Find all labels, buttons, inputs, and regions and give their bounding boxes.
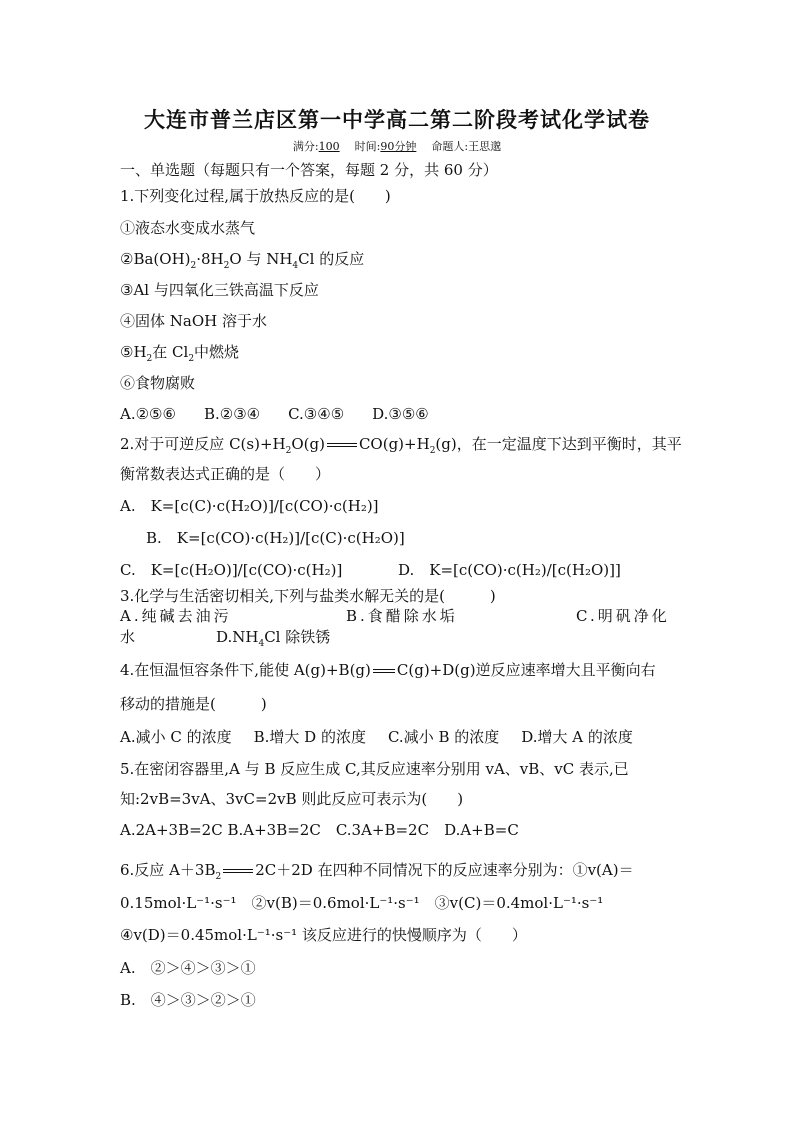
q1-item-6: ⑥食物腐败	[120, 374, 196, 392]
q3-option-c: C.明矾净化	[576, 607, 670, 625]
q6-option-b: B. ④＞③＞②＞①	[120, 991, 256, 1009]
q3-option-b: B.食醋除水垢	[346, 607, 458, 625]
q4-stem-cont: 移动的措施是( )	[120, 695, 267, 713]
q6-rates-line: 0.15mol·L⁻¹·s⁻¹ ②v(B)＝0.6mol·L⁻¹·s⁻¹ ③v(C)＝0.4mol·L⁻¹·s⁻¹	[120, 894, 604, 912]
q1-option-a: A.②⑤⑥	[120, 405, 176, 423]
page-title: 大连市普兰店区第一中学高二第二阶段考试化学试卷	[144, 107, 650, 132]
time-value: 90分钟	[380, 140, 417, 153]
q1-item-4: ④固体 NaOH 溶于水	[120, 312, 267, 330]
q4-option-d: D.增大 A 的浓度	[521, 728, 633, 746]
equilibrium-arrow-icon	[373, 666, 395, 676]
q2-option-d: D. K=[c(CO)·c(H₂)/[c(H₂O)]]	[398, 561, 621, 579]
q2-stem: 2.对于可逆反应 $C(s)+H_2O(g)$ $CO(g)+H_2(g)$，在一定温度下达到平衡时，其平	[120, 435, 682, 456]
q1-item-3: ③Al 与四氧化三铁高温下反应	[120, 281, 319, 299]
time-label: 时间:	[354, 140, 381, 153]
q5-stem-cont: 知:2vB=3vA、3vC=2vB 则此反应可表示为( )	[120, 790, 464, 808]
q1-option-c: C.③④⑤	[288, 405, 345, 423]
q5-stem: 5.在密闭容器里,A 与 B 反应生成 C,其反应速率分别用 vA、vB、vC 表示,已	[120, 760, 629, 778]
q3-option-c-cont: 水	[120, 628, 136, 646]
q3-stem: 3.化学与生活密切相关,下列与盐类水解无关的是( )	[120, 587, 496, 605]
q6-stem: 6.反应 $A+3B_2$ 2C＋2D 在四种不同情况下的反应速率分别为：①v(A)＝	[120, 861, 634, 882]
q3-option-d: $D.NH_4Cl$ 除铁锈	[216, 628, 331, 649]
author-value: 王思邈	[468, 140, 502, 153]
q3-option-a: A.纯碱去油污	[120, 607, 232, 625]
equilibrium-arrow-icon	[223, 866, 253, 876]
q1-item-2: $②Ba(OH)_2\cdot 8H_2O$ 与 $NH_4Cl$ 的反应	[120, 250, 365, 271]
section-title: 一、单选题（每题只有一个答案，每题 2 分，共 60 分）	[120, 161, 498, 179]
q1-option-b: B.②③④	[203, 405, 261, 423]
q4-options	[120, 727, 633, 747]
q4-option-c: C.减小 B 的浓度	[387, 728, 500, 746]
q2-stem-cont: 衡常数表达式正确的是（ ）	[120, 465, 331, 483]
q6-stem-cont: ④v(D)＝0.45mol·L⁻¹·s⁻¹ 该反应进行的快慢顺序为（ ）	[120, 926, 527, 944]
q2-option-a: A. K=[c(C)·c(H₂O)]/[c(CO)·c(H₂)]	[120, 497, 379, 515]
score-value: 100	[318, 140, 340, 153]
q4-option-a: A.减小 C 的浓度	[120, 728, 232, 746]
equilibrium-arrow-icon	[327, 440, 357, 450]
q1-stem: 1.下列变化过程,属于放热反应的是( )	[120, 187, 391, 205]
q4-stem: 4.在恒温恒容条件下,能使 A(g)+B(g) C(g)+D(g)逆反应速率增大且平衡向右	[120, 661, 656, 679]
q4-option-b: B.增大 D 的浓度	[253, 728, 366, 746]
exam-meta	[0, 140, 794, 154]
q1-options	[120, 404, 429, 424]
q2-option-b: B. K=[c(CO)·c(H₂)]/[c(C)·c(H₂O)]	[146, 529, 405, 547]
score-label: 满分:	[292, 140, 319, 153]
q2-option-c: C. K=[c(H₂O)]/[c(CO)·c(H₂)]	[120, 561, 343, 579]
author-label: 命题人:	[431, 140, 469, 153]
q1-item-1: ①液态水变成水蒸气	[120, 219, 256, 237]
q5-options: A.2A+3B=2C B.A+3B=2C C.3A+B=2C D.A+B=C	[120, 821, 519, 839]
q1-option-d: D.③⑤⑥	[372, 405, 429, 423]
q6-option-a: A. ②＞④＞③＞①	[120, 959, 256, 977]
q1-item-5: $⑤H_2$在 $Cl_2$中燃烧	[120, 343, 240, 364]
